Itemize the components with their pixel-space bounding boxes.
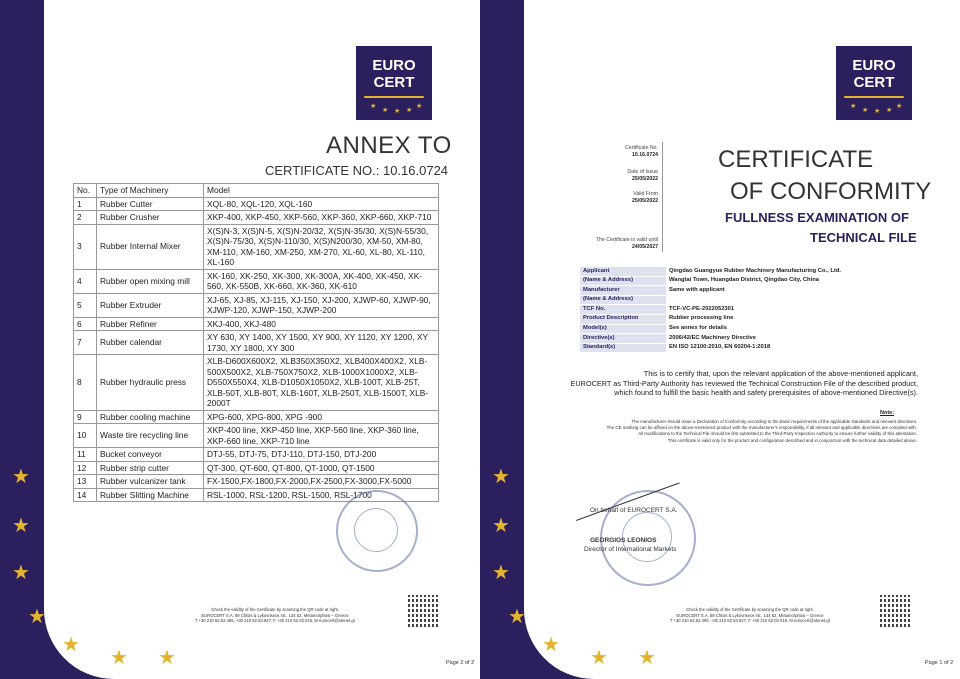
info-value: EN ISO 12100:2010, EN 60204-1:2018	[666, 343, 918, 353]
certification-statement: This is to certify that, upon the relevant application of the above-mentioned applicant, EUROCERT as Third-Party Authority has reviewed the Technical Construction File of the described product, which found to fulfill the basic health and safety prerequisites of above-mentioned Directive(s).	[570, 369, 918, 397]
cell-type: Rubber Internal Mixer	[97, 224, 204, 269]
certificate-subtitle-line2: TECHNICAL FILE	[810, 230, 917, 245]
info-row	[580, 314, 918, 324]
cell-model: XPG-600, XPG-800, XPG -900	[204, 410, 439, 424]
info-key: (Name & Address)	[580, 276, 666, 286]
note-item: The CE marking can be affixed on the above-mentioned product with the manufacturer's responsibility, if all relevant and applicable directives are complied with.	[606, 425, 917, 431]
cell-type: Rubber vulcanizer tank	[97, 475, 204, 489]
star-icon: ★	[492, 466, 510, 488]
cell-no: 13	[74, 475, 97, 489]
info-row	[580, 324, 918, 334]
info-row	[580, 286, 918, 296]
cell-type: Rubber Extruder	[97, 293, 204, 317]
signature-on-behalf: On behalf of EUROCERT S.A.	[590, 507, 678, 514]
certificate-subtitle: FULLNESS EXAMINATION OF	[725, 210, 909, 225]
cell-model: XY 630, XY 1400, XY 1500, XY 900, XY 1120, XY 1200, XY 1730, XY 1800, XY 300	[204, 331, 439, 355]
table-row	[74, 410, 439, 424]
info-key: (Name & Address)	[580, 295, 666, 305]
star-icon: ★	[492, 515, 510, 537]
page-number: Page 2 of 2	[446, 660, 475, 666]
table-row	[74, 197, 439, 211]
cell-model: XKP-400 line, XKP-450 line, XKP-560 line, XKP-360 line, XKP-660 line, XKP-710 line	[204, 424, 439, 448]
notes-list	[565, 419, 917, 444]
cell-type: Rubber hydraulic press	[97, 355, 204, 411]
cell-model: XJ-65, XJ-85, XJ-115, XJ-150, XJ-200, XJWP-60, XJWP-90, XJWP-120, XJWP-150, XJWP-200	[204, 293, 439, 317]
col-header-type: Type of Machinery	[97, 184, 204, 198]
cell-no: 9	[74, 410, 97, 424]
cell-model: XKP-400, XKP-450, XKP-560, XKP-360, XKP-660, XKP-710	[204, 211, 439, 225]
info-row	[580, 295, 918, 305]
cell-no: 14	[74, 488, 97, 502]
cell-type: Rubber strip cutter	[97, 461, 204, 475]
meta-label: Certificate No.	[625, 145, 658, 151]
cell-no: 8	[74, 355, 97, 411]
cell-type: Rubber open mixing mill	[97, 269, 204, 293]
cell-type: Rubber calendar	[97, 331, 204, 355]
eurocert-logo: EURO CERT ★ ★ ★ ★ ★	[356, 46, 432, 120]
meta-value: 24/05/2027	[632, 244, 658, 250]
meta-value: 10.16.0724	[632, 152, 658, 158]
footer-text: Check the validity of the Certificate by scanning the QR code at right. EUROCERT S.A. 89 Chlois & Lykovriseos str., 144 52, Metamorphosi – Greece T +30 210 62.52.495, +30 210 62.53.927, F +30 210 62.03.018, M eurocert@otenet.gr	[669, 607, 831, 623]
cell-model: RSL-1000, RSL-1200, RSL-1500, RSL-1700	[204, 488, 439, 502]
star-icon: ★	[12, 562, 30, 584]
table-row	[74, 461, 439, 475]
table-row	[74, 424, 439, 448]
info-row	[580, 276, 918, 286]
annex-cert-no: CERTIFICATE NO.: 10.16.0724	[265, 163, 449, 178]
cell-type: Rubber Cutter	[97, 197, 204, 211]
signatory-name: GEORGIOS LEONIOS	[590, 537, 657, 544]
info-row	[580, 305, 918, 315]
meta-label: The Certificate is valid until	[596, 237, 658, 243]
cell-no: 7	[74, 331, 97, 355]
cell-type: Waste tire recycling line	[97, 424, 204, 448]
cell-type: Rubber Refiner	[97, 317, 204, 331]
cell-no: 10	[74, 424, 97, 448]
cell-no: 6	[74, 317, 97, 331]
star-icon: ★	[542, 634, 560, 656]
note-item: All modifications to the Technical File should be first submitted to the Third-Party Inspection Authority to ensure further validity of this attestation.	[638, 431, 917, 437]
star-icon: ★	[12, 466, 30, 488]
note-item: The manufacturer should issue a Declaration of Conformity according to the basic requirements of the applicable standards and relevant directives.	[631, 419, 917, 424]
star-icon: ★	[590, 647, 608, 669]
cell-no: 4	[74, 269, 97, 293]
info-value: Qingdao Guangyue Rubber Machinery Manufacturing Co., Ltd.	[666, 267, 918, 276]
table-row	[74, 317, 439, 331]
info-value: Rubber processing line	[666, 314, 918, 324]
star-icon: ★	[158, 647, 176, 669]
cell-no: 3	[74, 224, 97, 269]
note-item: This certificate is valid only for the product and configuration described and in conjunction with the technical data detailed above.	[667, 437, 917, 443]
certificate-title: CERTIFICATE	[718, 146, 874, 173]
eurocert-logo: EURO CERT ★ ★ ★ ★ ★	[836, 46, 912, 120]
cell-type: Rubber cooling machine	[97, 410, 204, 424]
star-icon: ★	[62, 634, 80, 656]
certificate-title-line2: OF CONFORMITY	[730, 178, 932, 205]
table-row	[74, 475, 439, 489]
cell-model: XKJ-400, XKJ-480	[204, 317, 439, 331]
table-row	[74, 211, 439, 225]
info-row	[580, 334, 918, 344]
info-key: Applicant	[580, 267, 666, 276]
info-row	[580, 267, 918, 276]
cell-model: XLB-D600X600X2, XLB350X350X2, XLB400X400X2, XLB-500X500X2, XLB-750X750X2, XLB-1000X1000X2, XLB-D550X550X4, XLB-D1050X1050X2, XLB-100T, XLB-25T, XLB-50T, XLB-80T, XLB-160T, XLB-250T, XLB-1500T, XLB-2000T	[204, 355, 439, 411]
qr-code	[408, 595, 440, 627]
cell-model: DTJ-55, DTJ-75, DTJ-110, DTJ-150, DTJ-200	[204, 448, 439, 462]
col-header-model: Model	[204, 184, 439, 198]
cell-model: QT-300, QT-600, QT-800, QT-1000, QT-1500	[204, 461, 439, 475]
meta-label: Date of Issue	[627, 169, 658, 175]
info-value: Wangtai Town, Huangdao District, Qingdao City, China	[666, 276, 918, 286]
info-value: See annex for details	[666, 324, 918, 334]
meta-value: 25/05/2022	[632, 198, 658, 204]
info-value: 2006/42/EC Machinery Directive	[666, 334, 918, 344]
cell-model: X(S)N-3, X(S)N-5, X(S)N-20/32, X(S)N-35/30, X(S)N-55/30, X(S)N-75/30, X(S)N-110/30, X(S)N200/30, XM-50, XM-80, XM-110, XM-160, XM-250, XM-270, XL-60, XL-80, XL-110, XL-160	[204, 224, 439, 269]
info-key: Model(s)	[580, 324, 666, 334]
star-icon: ★	[12, 515, 30, 537]
info-key: TCF No.	[580, 305, 666, 315]
table-row	[74, 293, 439, 317]
cell-model: XQL-80, XQL-120, XQL-160	[204, 197, 439, 211]
cell-no: 2	[74, 211, 97, 225]
table-header	[74, 184, 439, 198]
machinery-table	[73, 183, 439, 502]
info-key: Manufacturer	[580, 286, 666, 296]
cell-type: Rubber Crusher	[97, 211, 204, 225]
table-row	[74, 448, 439, 462]
star-icon: ★	[492, 562, 510, 584]
divider	[662, 142, 663, 252]
page-number: Page 1 of 2	[925, 660, 954, 666]
annex-title: ANNEX TO	[326, 132, 452, 159]
table-row	[74, 269, 439, 293]
cell-no: 11	[74, 448, 97, 462]
star-icon: ★	[508, 606, 526, 628]
cell-model: XK-160, XK-250, XK-300, XK-300A, XK-400, XK-450, XK-560, XK-550B, XK-660, XK-360, XK-610	[204, 269, 439, 293]
table-row	[74, 355, 439, 411]
info-value: TCF-VC-PE-2022052301	[666, 305, 918, 315]
table-row	[74, 331, 439, 355]
certificate-info-table	[580, 267, 918, 353]
cell-no: 12	[74, 461, 97, 475]
meta-value: 25/05/2022	[632, 176, 658, 182]
cell-model: FX-1500,FX-1800,FX-2000,FX-2500,FX-3000,FX-5000	[204, 475, 439, 489]
info-value: Same with applicant	[666, 286, 918, 296]
company-stamp-inner	[354, 508, 398, 552]
col-header-no: No.	[74, 184, 97, 198]
info-value	[666, 295, 918, 305]
cell-type: Rubber Slitting Machine	[97, 488, 204, 502]
cell-no: 1	[74, 197, 97, 211]
info-key: Directive(s)	[580, 334, 666, 344]
qr-code	[880, 595, 912, 627]
note-title: Note:	[880, 410, 895, 416]
meta-label: Valid From	[633, 191, 658, 197]
info-row	[580, 343, 918, 353]
info-key: Product Description	[580, 314, 666, 324]
star-icon: ★	[110, 647, 128, 669]
footer-text: Check the validity of the Certificate by scanning the QR code at right. EUROCERT S.A. 89 Chlois & Lykovriseos str., 144 52, Metamorphosi – Greece T +30 210 62.52.495, +30 210 62.53.927, F +30 210 62.03.018, M eurocert@otenet.gr	[194, 607, 356, 623]
star-icon: ★	[638, 647, 656, 669]
info-key: Standard(s)	[580, 343, 666, 353]
cell-type: Bucket conveyor	[97, 448, 204, 462]
cell-no: 5	[74, 293, 97, 317]
star-icon: ★	[28, 606, 46, 628]
table-row	[74, 224, 439, 269]
signatory-title: Director of International Markets	[584, 546, 677, 553]
